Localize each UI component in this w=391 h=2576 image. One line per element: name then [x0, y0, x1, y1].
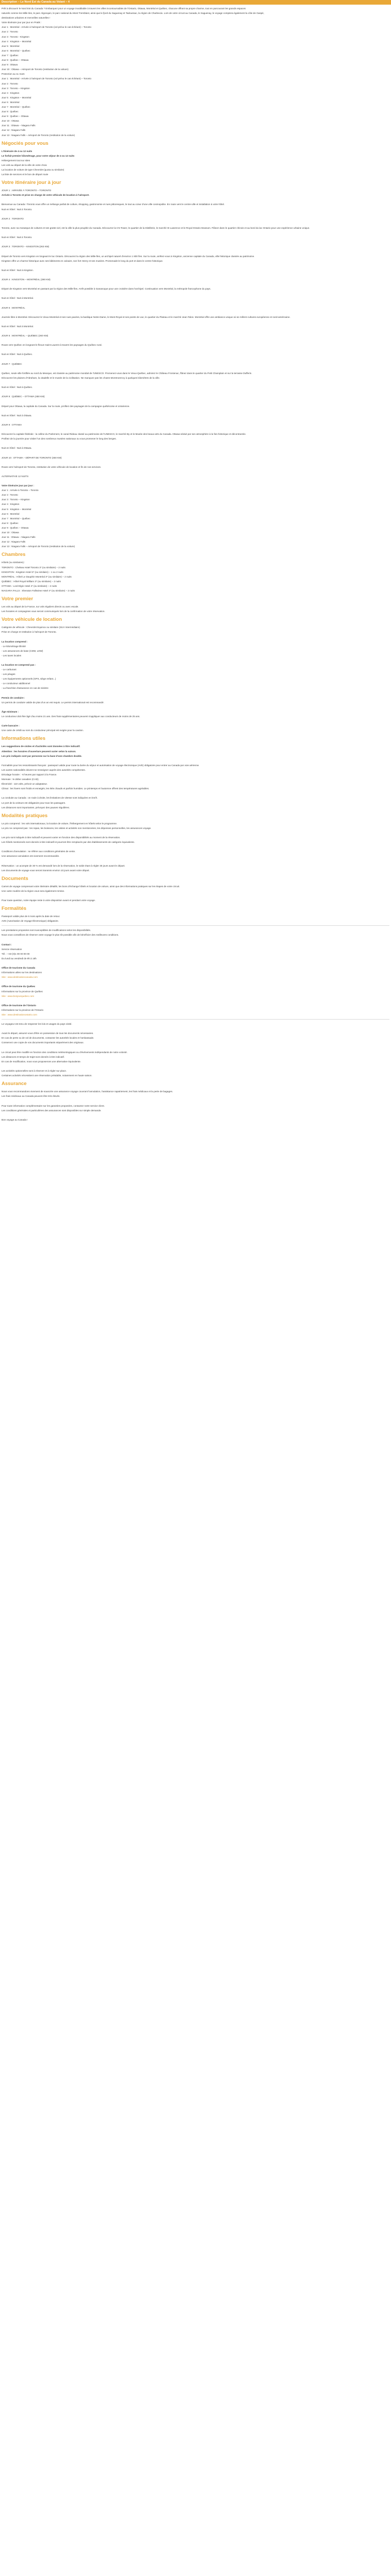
text-line: Nuit en hôtel : Nuit à Québec.	[2, 386, 33, 389]
text-line: Nous vous conseillons de réserver votre voyage le plus tôt possible afin de bénéficier des meilleures conditions.	[2, 934, 119, 937]
blank-line	[2, 418, 389, 422]
text-line: Les distances et temps de trajet sont donnés à titre indicatif.	[2, 1055, 65, 1058]
text-line: Départ de Kingston vers Montréal en passant par la région des Mille-Îles. Arrêt possible à Gananoque pour une croisière dans l'archipel. Continuation vers Montréal, la métropole francophone du pays.	[2, 287, 211, 291]
document-body	[0, 5, 391, 1122]
blank-line	[2, 263, 389, 268]
text-line: Le circuit peut être modifié en fonction des conditions météorologiques ou d'événements indépendants de notre volonté.	[2, 1050, 127, 1054]
text-line: Jour 5 : Kingston – Montréal	[2, 507, 31, 511]
text-line: Jour 12 : Niagara Falls	[2, 540, 26, 544]
text-line: destinations urbaines et merveilles naturelles !	[2, 16, 51, 20]
blank-line	[2, 460, 389, 465]
text-line: Toronto, avec sa mosaïque de cultures et ses gratte-ciel, est la ville la plus peuplée du Canada. Découvrez la CN Tower, le quartier de la Distillerie, le marché St Lawrence et le Royal Ontario Museum. Flânez dans le quartier chinois et au bord du lac Ontario pour une expérience urbaine unique.	[2, 226, 310, 229]
text-line: Bon voyage au Canada !	[2, 1118, 28, 1121]
blank-line	[2, 329, 389, 333]
text-line: - Le conducteur additionnel	[2, 682, 30, 685]
text-line: JOUR 8 : QUÉBEC – OTTAWA (450 KM)	[2, 395, 45, 398]
section	[2, 179, 389, 549]
blank-line	[2, 399, 389, 403]
text-line: TORONTO : Chelsea Hotel Toronto 3* (ou similaire) – 2 nuits	[2, 566, 66, 569]
text-line: AVE (Autorisation de Voyage Électronique) obligatoire.	[2, 920, 59, 923]
text-line: JOUR 10 : OTTAWA – DÉPART DE TORONTO (450 KM)	[2, 456, 62, 459]
blank-line	[2, 1026, 389, 1031]
text-line: Jour 4 : Kingston – Montréal	[2, 40, 31, 43]
text-line: - Le carburant	[2, 668, 17, 671]
text-line: Office de tourisme du Québec	[2, 985, 36, 988]
text-line: Du lundi au vendredi de 9h à 18h	[2, 957, 37, 960]
section	[2, 1019, 389, 1078]
text-line: JOUR 1 : ARRIVÉE À TORONTO – TORONTO	[2, 189, 52, 192]
text-line: Départ de Toronto vers Kingston en longeant le lac Ontario. Découvrez la région des Mille-Îles, un archipel naturel d'environ 1 800 îles. Sur la route, arrêtez-vous à Kingston, ancienne capitale du Canada, ville historique classée au patrimoine.	[2, 255, 255, 258]
text-line: - Les taxes locales	[2, 654, 22, 657]
blank-line	[2, 249, 389, 253]
text-line: Les prestations proposées sont susceptibles de modifications selon les disponibilités.	[2, 929, 91, 932]
blank-line	[2, 938, 389, 942]
text-line: - Les péages	[2, 673, 15, 676]
blank-line	[2, 705, 389, 709]
text-line: Passeport valide plus de 6 mois après la date de retour.	[2, 915, 60, 918]
text-line: Jour 5 : Kingston – Montréal	[2, 96, 31, 99]
text-line: Nuit en hôtel : Nuit à Toronto.	[2, 236, 32, 239]
blank-line	[2, 291, 389, 296]
blank-line	[2, 441, 389, 446]
text-line: Conditions d'annulation : se référer aux conditions générales de vente.	[2, 850, 76, 853]
text-line: Jour 2 : Toronto	[2, 82, 18, 85]
text-line: Climat : les hivers sont froids et enneigés, les étés chauds et parfois humides. Le printemps et l'automne offrent des températures agréables.	[2, 787, 150, 790]
text-line: Le prix comprend : les vols internationaux, la location de voiture, l'hébergement en hôtels selon le programme.	[2, 822, 118, 825]
text-line: Hôtels (ou similaires) :	[2, 561, 25, 564]
text-line: - Le kilométrage illimité	[2, 645, 26, 648]
section	[2, 812, 389, 873]
blank-line	[2, 1098, 389, 1103]
text-line: Une carte de crédit au nom du conducteur principal est exigée pour la caution.	[2, 729, 84, 732]
text-line: Informations sur la province de l'Ontario	[2, 1008, 44, 1011]
text-line: Hébergement tout sur sites	[2, 159, 30, 162]
text-line: Jour 9 : Ottawa	[2, 63, 18, 66]
text-line: Jour 1 : Arrivée à Toronto – Toronto	[2, 489, 39, 492]
blank-line	[2, 831, 389, 835]
text-line: Nuit en hôtel : Nuit à Kingston.	[2, 268, 34, 272]
text-line: Jour 9 : Québec – Ottawa	[2, 115, 29, 118]
blank-line	[2, 282, 389, 286]
text-line: Les frais médicaux au Canada peuvent être très élevés.	[2, 1095, 60, 1098]
section-title: Votre premier	[2, 596, 34, 602]
blank-line	[2, 300, 389, 305]
section-title: Informations utiles	[2, 736, 45, 742]
blank-line	[2, 893, 389, 898]
text-line: Jour 8 : Québec	[2, 110, 19, 113]
text-line: Jour 6 : Montréal – Québec	[2, 49, 30, 52]
blank-line	[2, 691, 389, 696]
text-line: Carte bancaire :	[2, 724, 20, 727]
text-line: Pour toute question, notre équipe reste à votre disposition avant et pendant votre voyage.	[2, 899, 96, 902]
text-line: L'Itinéraire de 4 ou 12 nuits	[2, 149, 32, 152]
text-line: Kingston offre un charme historique avec ses bâtiments en calcaire, son fort Henry et ses musées. Promenade le long du port et dans le centre historique.	[2, 259, 164, 262]
text-line: Jour 8 : Québec	[2, 521, 19, 524]
text-line: NIAGARA FALLS : Sheraton Fallsview Hotel 4* (ou similaire) – 2 nuits	[2, 589, 75, 592]
blank-line	[2, 357, 389, 362]
text-line: Découvrez les plaines d'Abraham, la citadelle et le musée de la civilisation. Ne manquez pas les chutes Montmorency à quelques kilomètres de la ville.	[2, 376, 160, 379]
text-line: Carnet de voyage comprenant votre itinéraire détaillé, les bons d'échange hôtels et location de voiture, ainsi que des informations pratiques sur les étapes de votre circuit.	[2, 885, 180, 888]
section-title: Assurance	[2, 1081, 27, 1087]
text-line: JOUR 7 : QUÉBEC	[2, 362, 22, 365]
text-line: Jour 9 : Québec – Ottawa	[2, 526, 29, 529]
blank-line	[2, 319, 389, 324]
text-line: Jour 10 : Ottawa	[2, 120, 19, 123]
blank-line	[2, 479, 389, 483]
blank-line	[2, 212, 389, 216]
blank-line	[2, 844, 389, 849]
page-banner: Description – Le Nord Est du Canada au Volant – 4	[0, 0, 391, 5]
text-line: Les suggestions de visites et d'activités sont données à titre indicatif.	[2, 745, 80, 748]
text-line: Jour 7 : Montréal – Québec	[2, 105, 30, 108]
text-line: Formalités pour les ressortissants français : passeport valide pour toute la durée du séjour et autorisation de voyage électronique (AVE) obligatoire pour entrer au Canada par voie aérienne.	[2, 764, 200, 767]
text-line: Jour 2 : Toronto	[2, 494, 18, 497]
text-line: Une carte routière de la région vous sera également remise.	[2, 889, 65, 892]
text-line: Âge minimum :	[2, 710, 19, 713]
text-line: Nuit en hôtel : Nuit à Québec.	[2, 353, 33, 356]
section	[2, 875, 389, 903]
blank-line	[2, 758, 389, 763]
text-line: La conduite au Canada : on roule à droite, les limitations de vitesse sont indiquées en km/h.	[2, 796, 98, 800]
blank-line	[2, 338, 389, 343]
blank-line	[2, 409, 389, 413]
blank-line	[2, 240, 389, 244]
text-line: Les prix indiqués sont par personne sur la base d'une chambre double.	[2, 754, 82, 757]
text-line: Découvrez la capitale fédérale : la colline du Parlement, le canal Rideau classé au patrimoine de l'UNESCO, le marché By et le Musée des beaux-arts du Canada. Ottawa séduit par son atmosphère à la fois historique et décontractée.	[2, 433, 247, 436]
text-line: Décalage horaire : -6 heures par rapport à la France.	[2, 773, 57, 776]
text-line: Jour 2 : Toronto	[2, 30, 18, 33]
text-line: Jour 7 : Québec	[2, 54, 19, 57]
text-line: JOUR 3 : TORONTO – KINGSTON (263 KM)	[2, 245, 50, 248]
blank-line	[2, 273, 389, 277]
text-line: Jour 6 : Montréal	[2, 100, 20, 104]
text-line: Jour 10 : Ottawa	[2, 531, 19, 534]
text-line: Nuit en hôtel : Nuit à Toronto.	[2, 208, 32, 211]
blank-line	[2, 634, 389, 639]
text-line: Les documents de voyage vous seront transmis environ 10 jours avant votre départ.	[2, 869, 90, 872]
text-line: Le voyageur est tenu de respecter les lois et usages du pays visité.	[2, 1023, 72, 1026]
blank-line	[2, 858, 389, 863]
text-line: Jour 3 : Toronto – Kingston	[2, 87, 30, 90]
text-line: Jour 13 : Niagara Falls – Aéroport de Toronto (restitution de la voiture)	[2, 133, 75, 137]
text-line: Nous vous recommandons vivement de souscrire une assurance voyage couvrant l'annulation, l'assistance rapatriement, les frais médicaux et la perte de bagages.	[2, 1090, 173, 1093]
blank-line	[2, 469, 389, 474]
text-line: Jour 1 : Montréal - Arrivée à l'aéroport de Toronto (vol prévu le cas échéant) – Toronto	[2, 26, 92, 29]
text-line: En cas de perte ou de vol de documents, contactez les autorités locales et l'ambassade.	[2, 1037, 94, 1040]
blank-line	[2, 998, 389, 1003]
text-line: Jour 3 : Toronto – Kingston	[2, 498, 30, 501]
blank-line	[2, 310, 389, 315]
text-line: JOUR 6 : MONTRÉAL – QUÉBEC (260 KM)	[2, 334, 48, 337]
text-line: Prise en charge et restitution à l'aéroport de Toronto.	[2, 631, 57, 634]
text-line: En cas de modification, nous vous proposerons une alternative équivalente.	[2, 1060, 81, 1063]
text-line: Les hôtels mentionnés sont donnés à titre indicatif et pourront être remplacés par des établissements de catégorie équivalente.	[2, 841, 135, 844]
blank-line	[2, 230, 389, 235]
text-line: Réservation : un acompte de 30 % est demandé lors de la réservation, le solde étant à régler 30 jours avant le départ.	[2, 864, 125, 867]
blank-line	[2, 979, 389, 984]
text-line: Départ pour Ottawa, la capitale du Canada. Sur la route, profitez des paysages de la campagne québécoise et ontarienne.	[2, 404, 130, 408]
blank-line	[2, 347, 389, 352]
text-line: Le conducteur doit être âgé d'au moins 21 ans. Des frais supplémentaires peuvent s'appliquer aux conducteurs de moins de 25 ans.	[2, 715, 140, 718]
text-line: - La franchise d'assurance en cas de sinistre	[2, 687, 48, 690]
blank-line	[2, 719, 389, 723]
text-line: Permis de conduire :	[2, 696, 25, 699]
text-line: Jour 11 : Ottawa – Niagara Falls	[2, 536, 36, 539]
section-title: Votre véhicule de location	[2, 617, 62, 623]
section	[2, 551, 389, 593]
text-line: Jour 6 : Montréal	[2, 512, 20, 515]
text-line: JOUR 9 : OTTAWA	[2, 423, 22, 426]
text-line: Service réservation	[2, 947, 22, 951]
text-line: Conservez une copie de vos documents importants séparément des originaux.	[2, 1041, 84, 1044]
text-line: Jour 4 : Kingston	[2, 91, 20, 94]
text-line: Jour 10 : Ottawa – Aéroport de Toronto (restitution de la voiture)	[2, 68, 69, 71]
text-line: Monnaie : le dollar canadien (CAD).	[2, 778, 39, 781]
text-line: Les distances sont importantes, prévoyez des pauses régulières.	[2, 806, 70, 809]
text-line: Un permis de conduire valide de plus d'un an est requis. Le permis international est recommandé.	[2, 701, 104, 704]
itinerary-page	[0, 0, 391, 1125]
website-link[interactable]: Site : www.destinationcanada.com	[2, 976, 38, 979]
section-divider	[2, 925, 389, 926]
text-line: Le prix ne comprend pas : les repas, les boissons, les visites et activités non mentionnées, les dépenses personnelles, les assurances voyage.	[2, 826, 152, 829]
text-line: Les vols au départ de la ville de votre choix	[2, 163, 47, 166]
text-line: Bienvenue au Canada ! Toronto vous offre un mélange parfait de culture, shopping, gastronomie et rues pittoresques, le tout au cœur d'une ville cosmopolite. En route vers le centre-ville et installation à votre hôtel.	[2, 203, 225, 206]
text-line: Nuit en hôtel : Nuit à Ottawa.	[2, 414, 32, 417]
text-line: La liste de services et le bon de départ route	[2, 173, 48, 176]
text-line: Les autres nationalités doivent se renseigner auprès des autorités compétentes.	[2, 768, 86, 771]
text-line: ALTERNATIVE 12 NUITS	[2, 474, 29, 478]
text-line: Jour 3 : Toronto - Kingston	[2, 35, 29, 38]
text-line: Profitez de la journée pour visiter l'un des nombreux musées nationaux ou vous promener le long des berges.	[2, 437, 117, 440]
blank-line	[2, 1064, 389, 1069]
section-divider	[2, 1019, 389, 1020]
section	[2, 140, 389, 177]
text-line: QUÉBEC : Hôtel Royal William 3* (ou similaire) – 2 nuits	[2, 580, 61, 583]
text-line: Informations sur la province de Québec	[2, 990, 43, 993]
text-line: OTTAWA : Lord Elgin Hotel 4* (ou similaire) – 2 nuits	[2, 584, 57, 587]
text-line: JOUR 4 : KINGSTON – MONTRÉAL (290 KM)	[2, 278, 51, 281]
blank-line	[2, 366, 389, 371]
text-line: Jour 8 : Québec – Ottawa	[2, 59, 29, 62]
text-line: Prêt à découvrir le Nord Est du Canada ? Embarquez pour un voyage inoubliable à travers les villes incontournables de l'Ontario, Ottawa, Montréal et Québec, chacune offrant sa propre charme, tout en parcourant les grands espaces	[2, 7, 246, 10]
text-line: - Les assurances de base (CDW, LDW)	[2, 649, 43, 652]
section-title: Négociés pour vous	[2, 140, 48, 146]
text-line: Québec, seule ville fortifiée au nord du Mexique, est classée au patrimoine mondial de l'UNESCO. Promenez-vous dans le Vieux-Québec, admirez le Château Frontenac, flânez dans le quartier du Petit Champlain et sur la terrasse Dufferin.	[2, 371, 252, 375]
section	[2, 596, 389, 614]
text-line: Le port de la ceinture est obligatoire pour tous les passagers.	[2, 801, 66, 804]
text-line: Protection au 11 mars	[2, 73, 25, 76]
text-line: Jour 7 : Montréal – Québec	[2, 517, 30, 520]
section	[2, 616, 389, 733]
text-line: Office de tourisme de l'Ontario	[2, 1004, 36, 1007]
text-line: Office de tourisme du Canada	[2, 967, 36, 970]
text-line: Les conditions générales et particulières des assurances sont disponibles sur simple demande.	[2, 1109, 102, 1112]
text-line: Nuit en hôtel : Nuit à Montréal.	[2, 297, 34, 300]
blank-line	[2, 658, 389, 663]
text-line: Jour 11 : Ottawa – Niagara Falls	[2, 124, 36, 127]
section	[2, 1080, 389, 1122]
text-line: JOUR 2 : TORONTO	[2, 217, 24, 220]
section-title: Votre itinéraire jour à jour	[2, 180, 61, 186]
text-line: Jour 1 : Montréal - Arrivée à l'aéroport de Toronto (vol prévu le cas échéant) – Toronto	[2, 77, 92, 80]
blank-line	[2, 961, 389, 965]
text-line: Les vols au départ de la France, sur vols réguliers directs ou avec escale.	[2, 605, 79, 608]
section	[2, 905, 389, 923]
text-line: Jour 12 : Niagara Falls	[2, 129, 26, 132]
text-line: - Les équipements optionnels (GPS, siège enfant...)	[2, 677, 56, 681]
text-line: Jour 13 : Niagara Falls – Aéroport de Toronto (restitution de la voiture)	[2, 545, 75, 548]
website-link[interactable]: Site : www.bonjourquebec.com	[2, 994, 35, 997]
blank-line	[2, 450, 389, 455]
website-link[interactable]: Site : www.destinationontario.com	[2, 1013, 37, 1016]
text-line: JOUR 5 : MONTRÉAL	[2, 306, 25, 309]
blank-line	[2, 1113, 389, 1117]
text-line: Jour 4 : Kingston	[2, 503, 20, 506]
section-title: Modalités pratiques	[2, 812, 48, 819]
blank-line	[2, 197, 389, 202]
text-line: Journée libre à Montréal. Découvrez le Vieux-Montréal et ses rues pavées, la basilique Notre-Dame, le Mont-Royal et ses points de vue, le quartier du Plateau et le marché Jean-Talon. Montréal offre une ambiance unique où se mêlent cultures européenne et nord-américaine.	[2, 315, 290, 318]
text-line: Les activités optionnelles sont à réserver et à régler sur place.	[2, 1070, 67, 1073]
text-line: Les horaires et compagnies vous seront communiqués lors de la confirmation de votre réservation.	[2, 610, 105, 613]
blank-line	[2, 221, 389, 226]
text-line: Une assurance annulation est vivement recommandée.	[2, 855, 60, 858]
text-line: Contact :	[2, 943, 12, 946]
text-line: MONTRÉAL : Hôtel Le Dauphin Montréal 3* (ou similaire) – 2 nuits	[2, 575, 72, 578]
text-line: Électricité : 110 volts, prévoir un adaptateur.	[2, 783, 48, 786]
text-line: Nuit en hôtel : Nuit à Montréal.	[2, 325, 34, 328]
blank-line	[2, 389, 389, 394]
text-line: Route vers Québec en longeant le fleuve Saint-Laurent à travers les paysages du Québec rural.	[2, 344, 102, 347]
blank-line	[2, 427, 389, 432]
text-line: naturels comme les Mille Iles, le parc Algonquin, le parc national du Mont Tremblant, ainsi que le fjord du Saguenay et Tadoussac, la région de Charlevoix. Lors de votre circuit au Canada, le Saguenay, le voyage comptera également la côte de Gaspé,	[2, 12, 265, 15]
text-line: Votre itinéraire jour par jour en Pratik :	[2, 21, 42, 24]
blank-line	[2, 791, 389, 795]
section-title: Documents	[2, 875, 28, 882]
text-line: Votre itinéraire jour par jour :	[2, 484, 35, 487]
text-line: Route vers l'aéroport de Toronto, restitution de votre véhicule de location et fin de nos services.	[2, 465, 102, 468]
blank-line	[2, 380, 389, 385]
section	[2, 925, 389, 1017]
text-line: Pour toute information complémentaire sur les garanties proposées, contactez notre service client.	[2, 1104, 105, 1107]
blank-line	[2, 1045, 389, 1050]
text-line: Jour 5 : Montréal	[2, 44, 20, 47]
text-line: Nuit en hôtel : Nuit à Ottawa.	[2, 447, 32, 450]
text-line: La location comprend :	[2, 640, 28, 643]
text-line: Avant le départ, assurez-vous d'être en possession de tous les documents nécessaires.	[2, 1032, 94, 1035]
text-line: La location ne comprend pas :	[2, 664, 36, 666]
text-line: Le forfait premier kilométrage, pour votre séjour de 4 ou 12 nuits	[2, 154, 75, 157]
section	[2, 735, 389, 809]
text-line: Tél. : +33 (0)1 00 00 00 00	[2, 952, 30, 955]
section-title: Formalités	[2, 906, 27, 912]
text-line: Informations utiles sur les destinations	[2, 971, 42, 974]
text-line: Les prix sont indiqués à titre indicatif et peuvent varier en fonction des disponibilités au moment de la réservation.	[2, 836, 121, 839]
page-footer	[0, 1122, 391, 1125]
text-line: KINGSTON : Kingston Hotel 3* (ou similaire) – 1 ou 2 nuits	[2, 570, 63, 573]
text-line: Arrivée à Toronto et prise en charge de votre véhicule de location à l'aéroport.	[2, 194, 90, 197]
text-line: La location de voiture de type Chevrolet (quota ou similaire)	[2, 168, 64, 171]
text-line: Attention : les horaires d'ouverture peuvent varier selon la saison.	[2, 750, 76, 753]
text-line: Certaines activités nécessitent une réservation préalable, notamment en haute saison.	[2, 1074, 92, 1077]
section	[2, 6, 389, 138]
section-title: Chambres	[2, 552, 26, 558]
text-line: Catégorie de véhicule : Chevrolet Equinox ou similaire (SUV intermédiaire)	[2, 626, 80, 629]
